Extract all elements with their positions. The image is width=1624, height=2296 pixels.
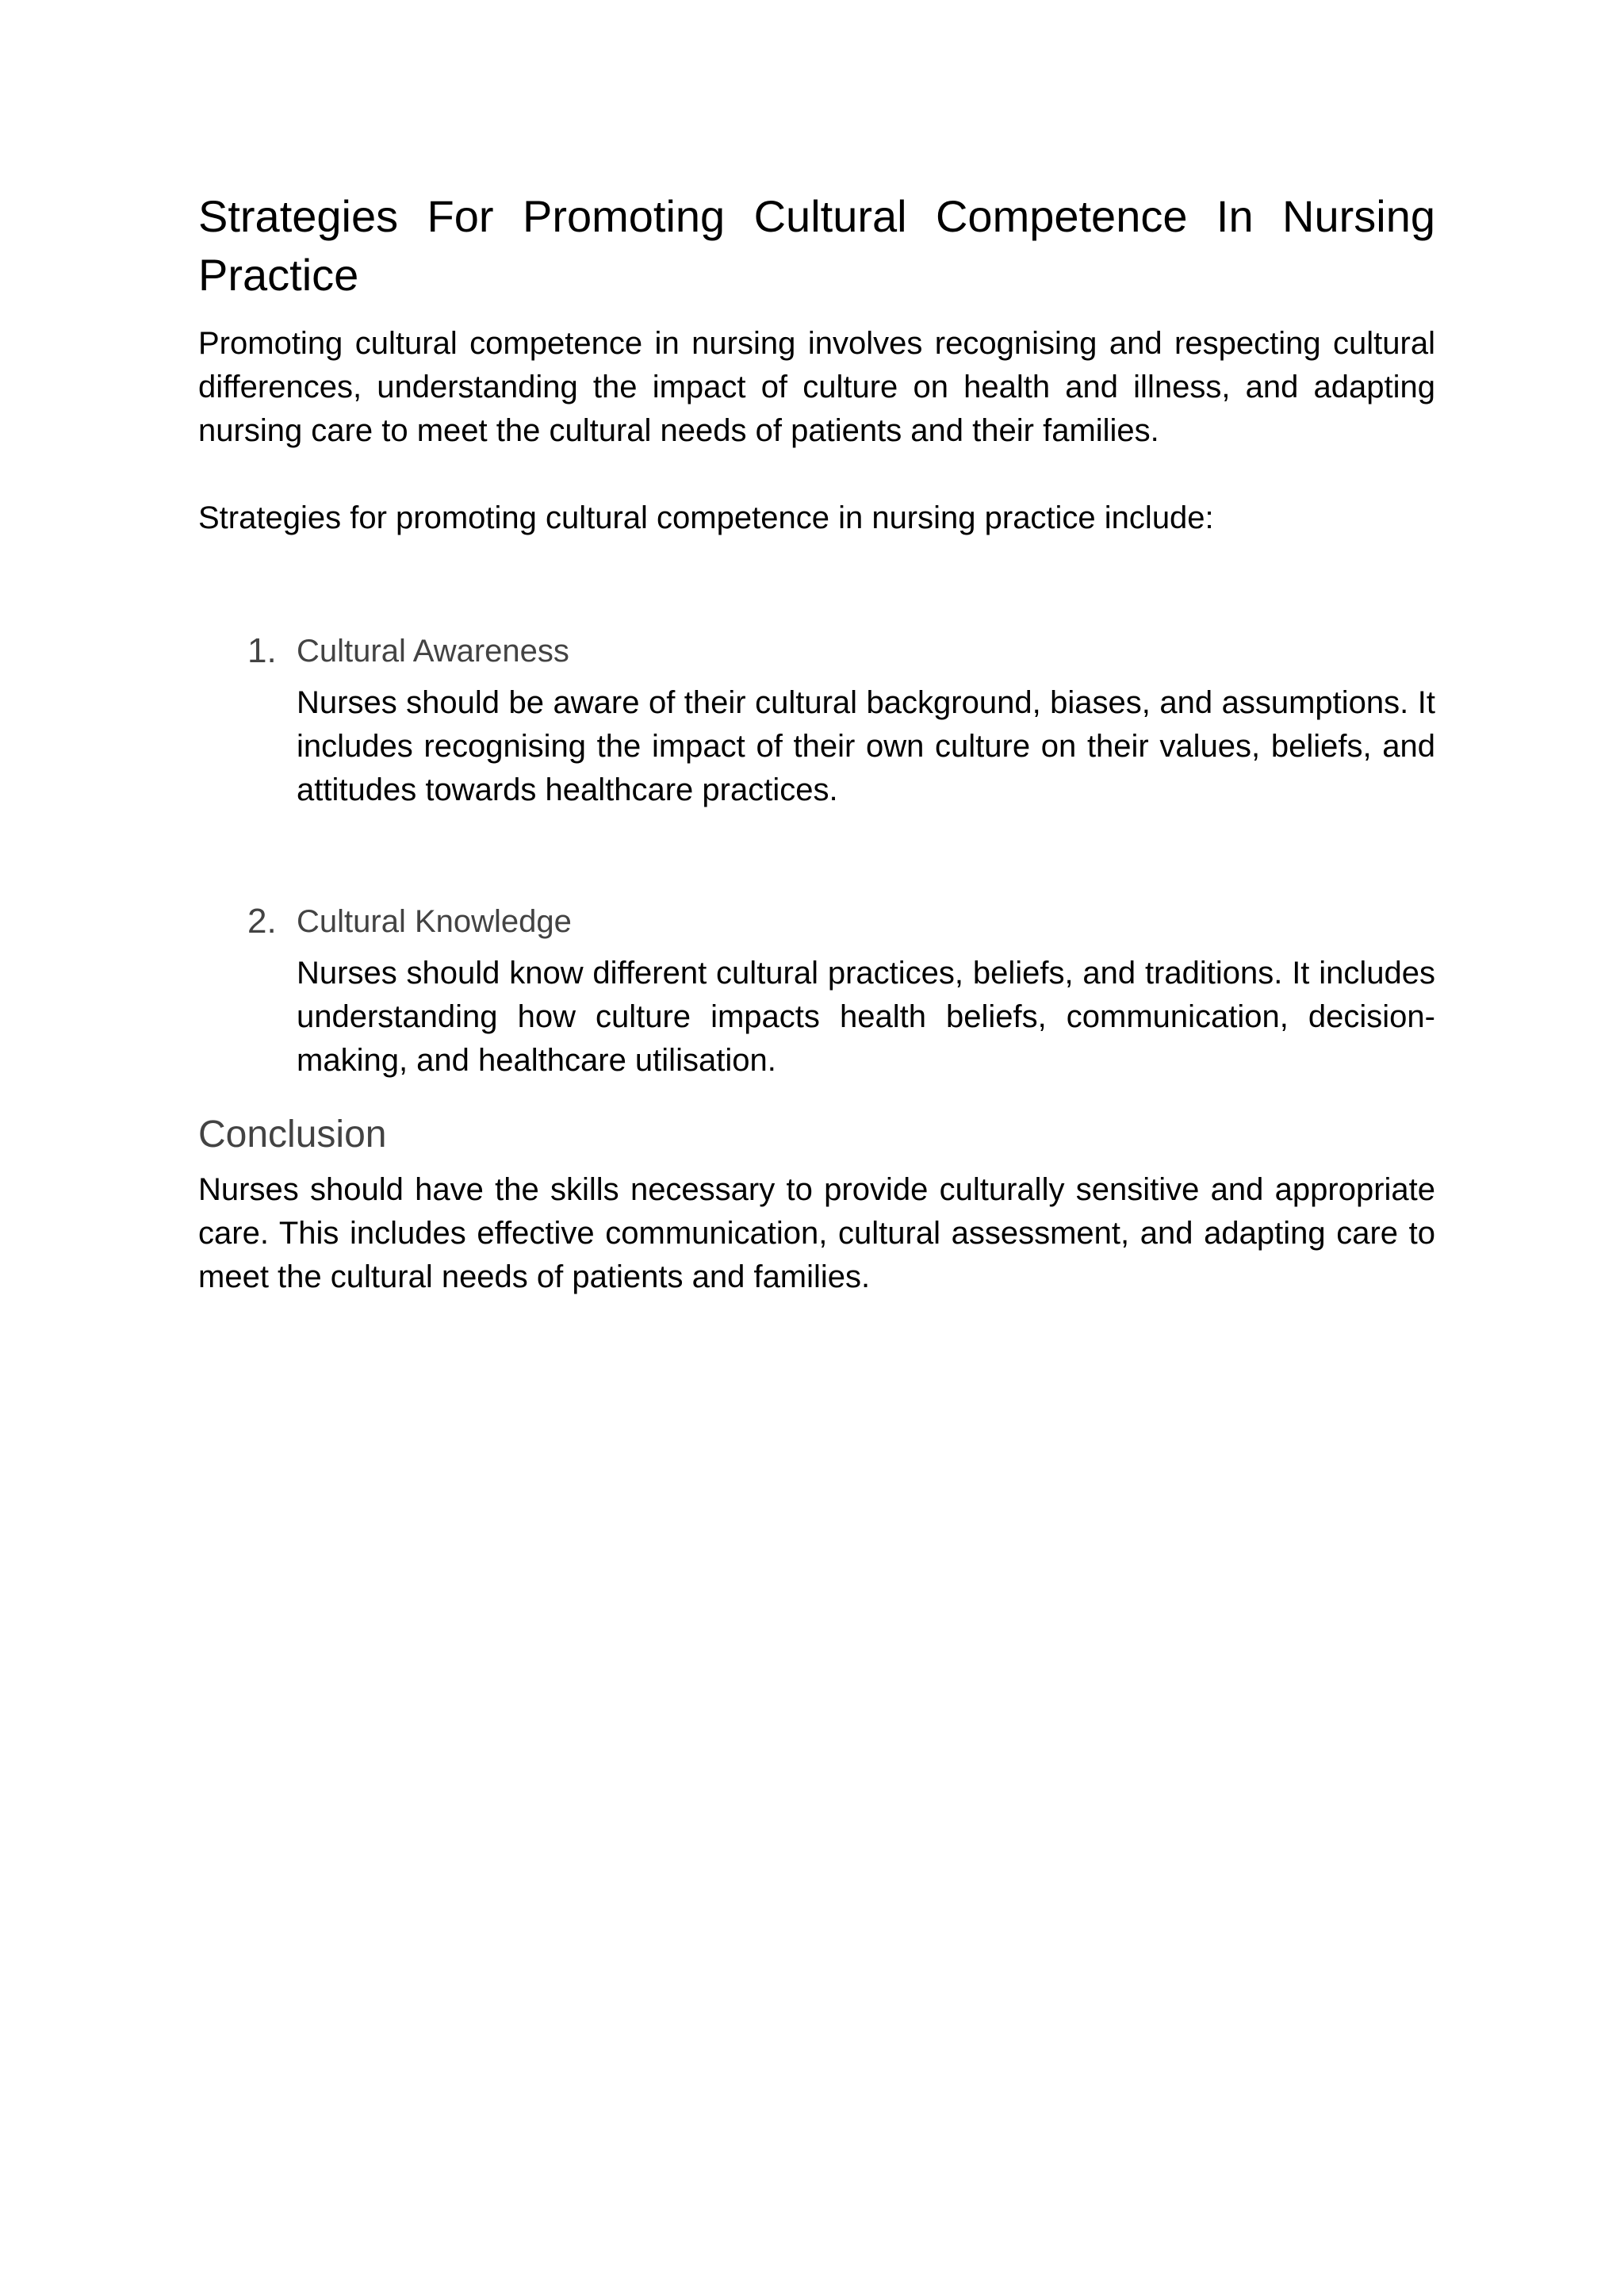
strategy-heading: Cultural Knowledge [297,904,572,939]
strategy-item-cultural-awareness [198,631,1435,812]
conclusion-paragraph: Nurses should have the skills necessary to provide culturally sensitive and appropriate care. This includes effective communication, cultural assessment, and adapting care to meet the cultural needs of patients and families. [198,1172,1435,1294]
strategy-body: Nurses should know different cultural practices, beliefs, and traditions. It includes understanding how culture impacts health beliefs, communication, decision-making, and healthcare utilisation. [297,956,1435,1078]
strategy-body: Nurses should be aware of their cultural background, biases, and assumptions. It includes recognising the impact of their own culture on their values, beliefs, and attitudes towards healthcare practices. [297,685,1435,807]
strategy-item-cultural-knowledge [198,901,1435,1083]
list-number: 2. [247,902,277,941]
list-number: 1. [247,631,277,670]
document-content [198,187,1435,1299]
intro-paragraph: Promoting cultural competence in nursing involves recognising and respecting cultural differences, understanding the impact of culture on health and illness, and adapting nursing care to meet the cultural needs of patients and their families. [198,326,1435,448]
strategies-lead-paragraph: Strategies for promoting cultural competence in nursing practice include: [198,500,1214,535]
strategies-list [198,631,1435,1083]
strategy-heading: Cultural Awareness [297,634,569,669]
conclusion-heading: Conclusion [198,1114,387,1156]
page-title: Strategies For Promoting Cultural Competence In Nursing Practice [198,191,1435,300]
